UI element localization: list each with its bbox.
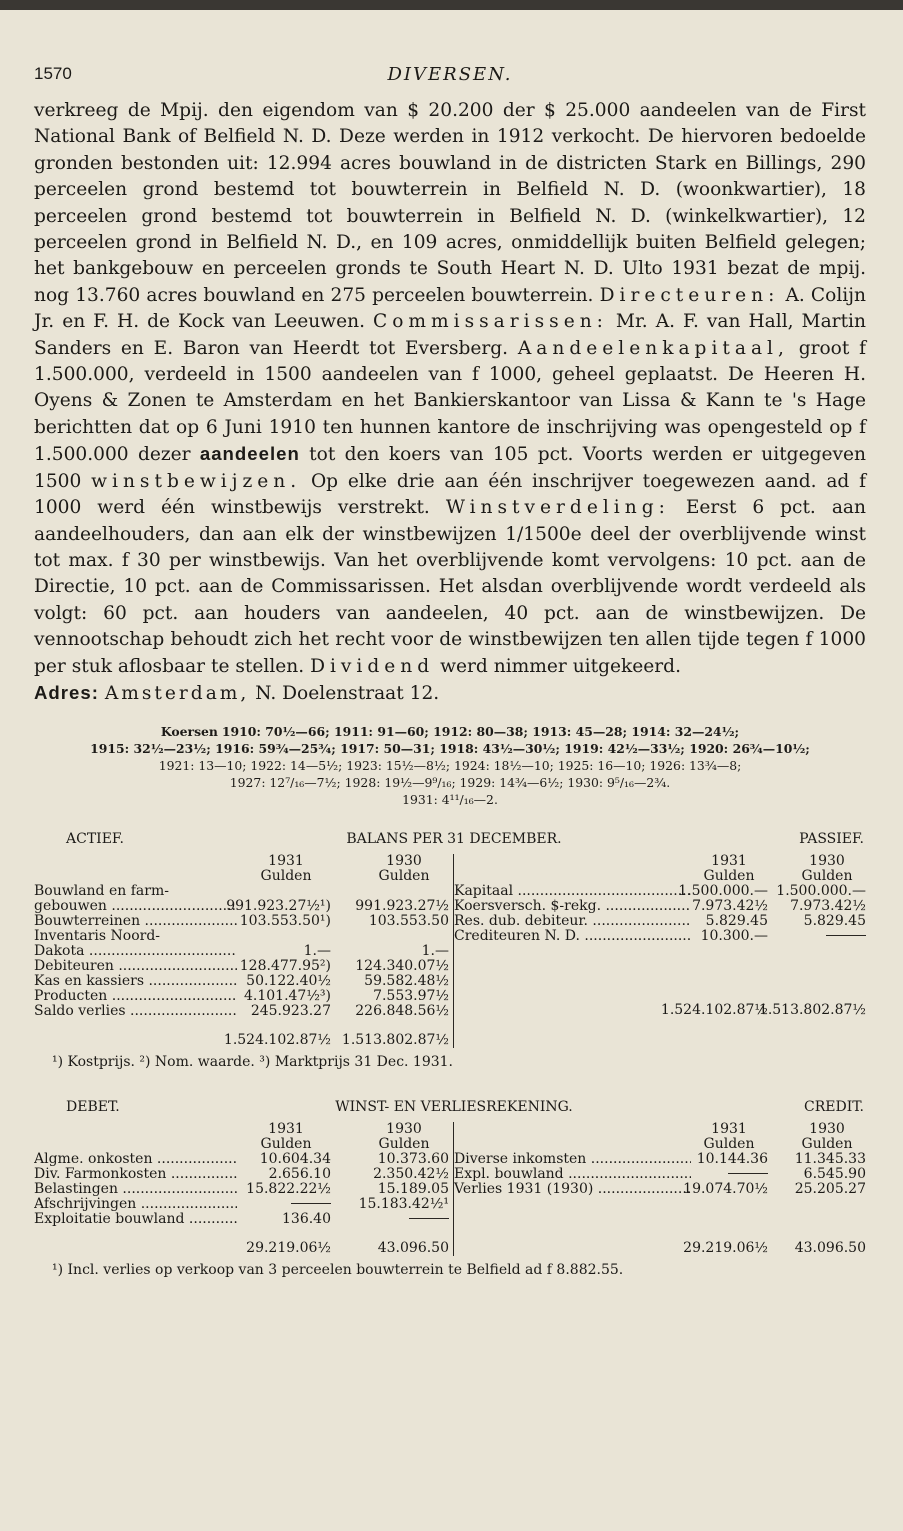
empty-amount-rule (826, 935, 866, 936)
assets-year-header (34, 854, 453, 869)
debet-label: DEBET. (66, 1098, 120, 1115)
amount-1931: 4.101.47½³) (244, 987, 331, 1004)
amount-1931: 10.144.36 (696, 1150, 768, 1167)
account-label: Crediteuren N. D. ..... (454, 929, 691, 944)
assets-total-row (34, 1033, 453, 1048)
directeuren-names: A. Colijn Jr. en F. H. de Kock van Leeuwen. (34, 284, 866, 333)
account-label: Algme. onkosten ..... (34, 1152, 237, 1167)
amount-1930 (826, 929, 866, 944)
pl-title-row (34, 1100, 866, 1122)
pl-title: WINST- EN VERLIESREKENING. (335, 1098, 573, 1115)
winstbewijzen-label: winstbewijzen. (91, 470, 302, 492)
amount-1930: 59.582.48½ (364, 972, 449, 989)
account-label: Expl. bouwland ..... (454, 1167, 691, 1182)
kapitaal-label: Aandeelenkapitaal, (517, 337, 789, 359)
amount-1930: 15.189.05 (377, 1180, 449, 1197)
account-row (34, 944, 453, 959)
account-row (34, 1182, 453, 1197)
amount-1930: 7.553.97½ (373, 987, 449, 1004)
amount-1931: 10.604.34 (259, 1150, 331, 1167)
amount-1930: 1.— (421, 942, 449, 959)
unit-1930: Gulden (801, 1135, 853, 1152)
account-label: Div. Farmonkosten ..... (34, 1167, 237, 1182)
amount-1931: 1.500.000.— (678, 882, 768, 899)
account-row (34, 959, 453, 974)
page (34, 56, 866, 1278)
debet-total-row (34, 1241, 453, 1256)
unit-1930: Gulden (801, 867, 853, 884)
account-label: Producten ..... (34, 989, 237, 1004)
account-row (34, 899, 453, 914)
account-row (454, 914, 866, 929)
account-row (34, 1197, 453, 1212)
account-label-prefix: Bouwland en farm- (34, 882, 169, 899)
account-row (34, 1212, 453, 1227)
account-label-line (34, 929, 453, 944)
amount-1930: 124.340.07½ (355, 957, 449, 974)
debet-year-header (34, 1122, 453, 1137)
profit-loss-account (34, 1100, 866, 1278)
debet-total-1931: 29.219.06½ (246, 1239, 331, 1256)
commissarissen-names: Mr. A. F. van Hall, Martin Sanders en E. Baron van Heerdt tot Eversberg. (34, 311, 866, 359)
credit-label: CREDIT. (804, 1098, 864, 1115)
year-1931: 1931 (711, 1120, 747, 1137)
unit-1931: Gulden (703, 867, 755, 884)
amount-1931 (728, 1167, 768, 1182)
account-label-line (34, 884, 453, 899)
year-1931: 1931 (268, 852, 304, 869)
amount-1931 (291, 1197, 331, 1212)
directeuren-label: Directeuren: (599, 284, 780, 306)
account-label: Kas en kassiers ..... (34, 974, 237, 989)
amount-1930: 6.545.90 (803, 1165, 866, 1182)
account-label: Saldo verlies ..... (34, 1004, 237, 1019)
credit-year-header (454, 1122, 866, 1137)
account-label: Diverse inkomsten ..... (454, 1152, 691, 1167)
unit-1931: Gulden (260, 1135, 312, 1152)
liabilities-year-header (454, 854, 866, 869)
amount-1931: 1.— (303, 942, 331, 959)
year-1930: 1930 (386, 1120, 422, 1137)
credit-column (454, 1122, 866, 1256)
balance-grid (34, 854, 866, 1048)
debet-rows (34, 1152, 453, 1227)
passief-label: PASSIEF. (799, 830, 864, 847)
amount-1930: 10.373.60 (377, 1150, 449, 1167)
amount-1931: 50.122.40½ (246, 972, 331, 989)
aandeelen-heading: aandeelen (199, 443, 300, 465)
credit-total-1931: 29.219.06½ (683, 1239, 768, 1256)
balance-sheet (34, 832, 866, 1070)
price-history (34, 723, 866, 808)
amount-1931: 7.973.42½ (692, 897, 768, 914)
koersen-line-1: 1910: 70½—66; 1911: 91—60; 1912: 80—38; 1913: 45—28; 1914: 32—24½; (221, 723, 740, 739)
paragraph-history: verkreeg de Mpij. den eigendom van $ 20.200 der $ 25.000 aandeelen van de First National Bank of Belfield N. D. Deze werden in 1912 verkocht. De hiervoren bedoelde gronden bestonden uit: 12.994 acres bouwland in de districten Stark en Billings, 290 perceelen grond bestemd tot bouwterrein in Belfield N. D. (woonkwartier), 18 perceelen grond bestemd tot bouwterrein in Belfield N. D. (winkelkwartier), 12 perceelen grond in Belfield N. D., en 109 acres, onmiddellijk buiten Belfield gelegen; het bankgebouw en perceelen gronds te South Heart N. D. Ulto 1931 bezat de mpij. nog 13.760 acres bouwland en 275 perceelen bouwterrein. (34, 100, 866, 306)
account-label: Res. dub. debiteur. ..... (454, 914, 691, 929)
amount-1930: 15.183.42½¹ (358, 1195, 449, 1212)
empty-amount-rule (291, 1203, 331, 1204)
liabilities-total-1930: 1.513.802.87½ (758, 1001, 866, 1018)
account-label: Debiteuren ..... (34, 959, 237, 974)
company-description (34, 98, 866, 680)
amount-1930: 7.973.42½ (790, 897, 866, 914)
empty-amount-rule (728, 1173, 768, 1174)
assets-total-1930: 1.513.802.87½ (341, 1031, 449, 1048)
debet-total-1930: 43.096.50 (377, 1239, 449, 1256)
account-row (454, 1167, 866, 1182)
amount-1931: 2.656.10 (268, 1165, 331, 1182)
kapitaal-text-3: Op elke drie aan één inschrijver toegewezen aand. ad f 1000 werd één winstbewijs verstrekt. (34, 470, 866, 519)
kapitaal-text-2: tot den koers van 105 pct. Voorts werden er uitgegeven 1500 (34, 444, 866, 492)
account-row (454, 899, 866, 914)
koersen-line-4: 1927: 12⁷/₁₆—7½; 1928: 19½—9⁹/₁₆; 1929: 14¾—6½; 1930: 9⁵/₁₆—2¾. (229, 774, 671, 790)
liabilities-unit-header (454, 869, 866, 884)
amount-1931: 103.553.50¹) (239, 912, 331, 929)
adres-street: N. Doelenstraat 12. (255, 682, 440, 704)
pl-footnote: ¹) Incl. verlies op verkoop van 3 perceelen bouwterrein te Belfield ad f 8.882.55. (52, 1261, 624, 1278)
account-row (34, 1167, 453, 1182)
page-header (34, 56, 866, 86)
amount-1930: 991.923.27½ (355, 897, 449, 914)
account-label: gebouwen ..... (34, 899, 237, 914)
credit-total-1930: 43.096.50 (794, 1239, 866, 1256)
amount-1931: 991.923.27½¹) (226, 897, 331, 914)
account-row (34, 1152, 453, 1167)
amount-1930: 103.553.50 (368, 912, 449, 929)
dividend-text: werd nimmer uitgekeerd. (440, 655, 681, 677)
debet-column (34, 1122, 454, 1256)
koersen-line-5: 1931: 4¹¹/₁₆—2. (402, 791, 498, 807)
unit-1930: Gulden (378, 867, 430, 884)
account-row (34, 914, 453, 929)
kapitaal-text: groot f 1.500.000, verdeeld in 1500 aandeelen van f 1000, geheel geplaatst. De Heeren H. Oyens & Zonen te Amsterdam en het Bankierskantoor van Lissa & Kann te 's Hage berichtten dat op 6 Juni 1910 ten hunnen kantore de inschrijving was opengesteld op f 1.500.000 dezer (34, 337, 866, 466)
unit-1931: Gulden (703, 1135, 755, 1152)
liabilities-rows (454, 884, 866, 944)
account-row (454, 884, 866, 899)
year-1930: 1930 (809, 1120, 845, 1137)
amount-1931: 245.923.27 (250, 1002, 331, 1019)
credit-unit-header (454, 1137, 866, 1152)
account-row (34, 989, 453, 1004)
koersen-line-2: 1915: 32½—23½; 1916: 59¾—25¾; 1917: 50—31; 1918: 43½—30½; 1919: 42½—33½; 1920: 26¾—10½; (90, 740, 810, 756)
account-label: Exploitatie bouwland ..... (34, 1212, 237, 1227)
year-1931: 1931 (711, 852, 747, 869)
amount-1931: 15.822.22½ (246, 1180, 331, 1197)
account-label: Bouwterreinen ..... (34, 914, 237, 929)
assets-column (34, 854, 454, 1048)
account-label: Verlies 1931 (1930) ..... (454, 1182, 691, 1197)
account-row (34, 974, 453, 989)
credit-rows (454, 1152, 866, 1197)
liabilities-column (454, 854, 866, 1048)
amount-1930 (409, 1212, 449, 1227)
winstverdeling-text: Eerst 6 pct. aan aandeelhouders, dan aan elk der winstbewijzen 1/1500e deel der overblijvende winst tot max. f 30 per winstbewijs. Van het overblijvende komt vervolgens: 10 pct. aan de Directie, 10 pct. aan de Commissarissen. Het alsdan overblijvende wordt verdeeld als volgt: 60 pct. aan houders van aandeelen, 40 pct. aan de winstbewijzen. De vennootschap behoudt zich het recht voor de winstbewijzen ten allen tijde tegen f 1000 per stuk aflosbaar te stellen. (34, 497, 866, 677)
liabilities-total-row (454, 1003, 866, 1018)
credit-total-row (454, 1241, 866, 1256)
empty-amount-rule (409, 1218, 449, 1219)
adres-label: Adres: (34, 681, 99, 703)
account-row (454, 1152, 866, 1167)
winstverdeling-label: Winstverdeling: (445, 497, 670, 519)
amount-1930: 5.829.45 (803, 912, 866, 929)
dividend-label: Dividend (310, 655, 435, 677)
account-label: Afschrijvingen ..... (34, 1197, 237, 1212)
page-top-edge (0, 0, 903, 10)
amount-1930: 2.350.42½ (373, 1165, 449, 1182)
liabilities-total-1931: 1.524.102.87½ (660, 1001, 768, 1018)
page-number: 1570 (34, 64, 72, 83)
assets-unit-header (34, 869, 453, 884)
amount-1931: 128.477.95²) (239, 957, 331, 974)
year-1931: 1931 (268, 1120, 304, 1137)
debet-unit-header (34, 1137, 453, 1152)
koersen-label: Koersen (160, 723, 218, 739)
balance-title: BALANS PER 31 DECEMBER. (346, 830, 562, 847)
balance-footnote: ¹) Kostprijs. ²) Nom. waarde. ³) Marktprijs 31 Dec. 1931. (52, 1053, 454, 1070)
amount-1930: 11.345.33 (794, 1150, 866, 1167)
amount-1930: 25.205.27 (794, 1180, 866, 1197)
koersen-line-3: 1921: 13—10; 1922: 14—5½; 1923: 15½—8½; 1924: 18½—10; 1925: 16—10; 1926: 13¾—8; (158, 757, 742, 773)
unit-1930: Gulden (378, 1135, 430, 1152)
account-label: Kapitaal ..... (454, 884, 691, 899)
account-label: Belastingen ..... (34, 1182, 237, 1197)
adres-city: Amsterdam, (104, 682, 250, 704)
amount-1931: 19.074.70½ (683, 1180, 768, 1197)
balance-title-row (34, 832, 866, 854)
amount-1930: 226.848.56½ (355, 1002, 449, 1019)
running-title: DIVERSEN. (387, 64, 513, 85)
account-row (454, 1182, 866, 1197)
year-1930: 1930 (386, 852, 422, 869)
account-row (454, 929, 866, 944)
account-row (34, 1004, 453, 1019)
assets-total-1931: 1.524.102.87½ (223, 1031, 331, 1048)
actief-label: ACTIEF. (66, 830, 124, 847)
amount-1931: 10.300.— (700, 927, 768, 944)
address-line (34, 680, 866, 707)
amount-1931: 136.40 (282, 1210, 331, 1227)
year-1930: 1930 (809, 852, 845, 869)
amount-1931: 5.829.45 (705, 912, 768, 929)
account-label: Koersversch. $-rekg. ..... (454, 899, 691, 914)
pl-grid (34, 1122, 866, 1256)
commissarissen-label: Commissarissen: (372, 311, 608, 333)
account-label: Dakota ..... (34, 944, 237, 959)
account-label-prefix: Inventaris Noord- (34, 927, 161, 944)
assets-rows (34, 884, 453, 1019)
unit-1931: Gulden (260, 867, 312, 884)
amount-1930: 1.500.000.— (776, 882, 866, 899)
